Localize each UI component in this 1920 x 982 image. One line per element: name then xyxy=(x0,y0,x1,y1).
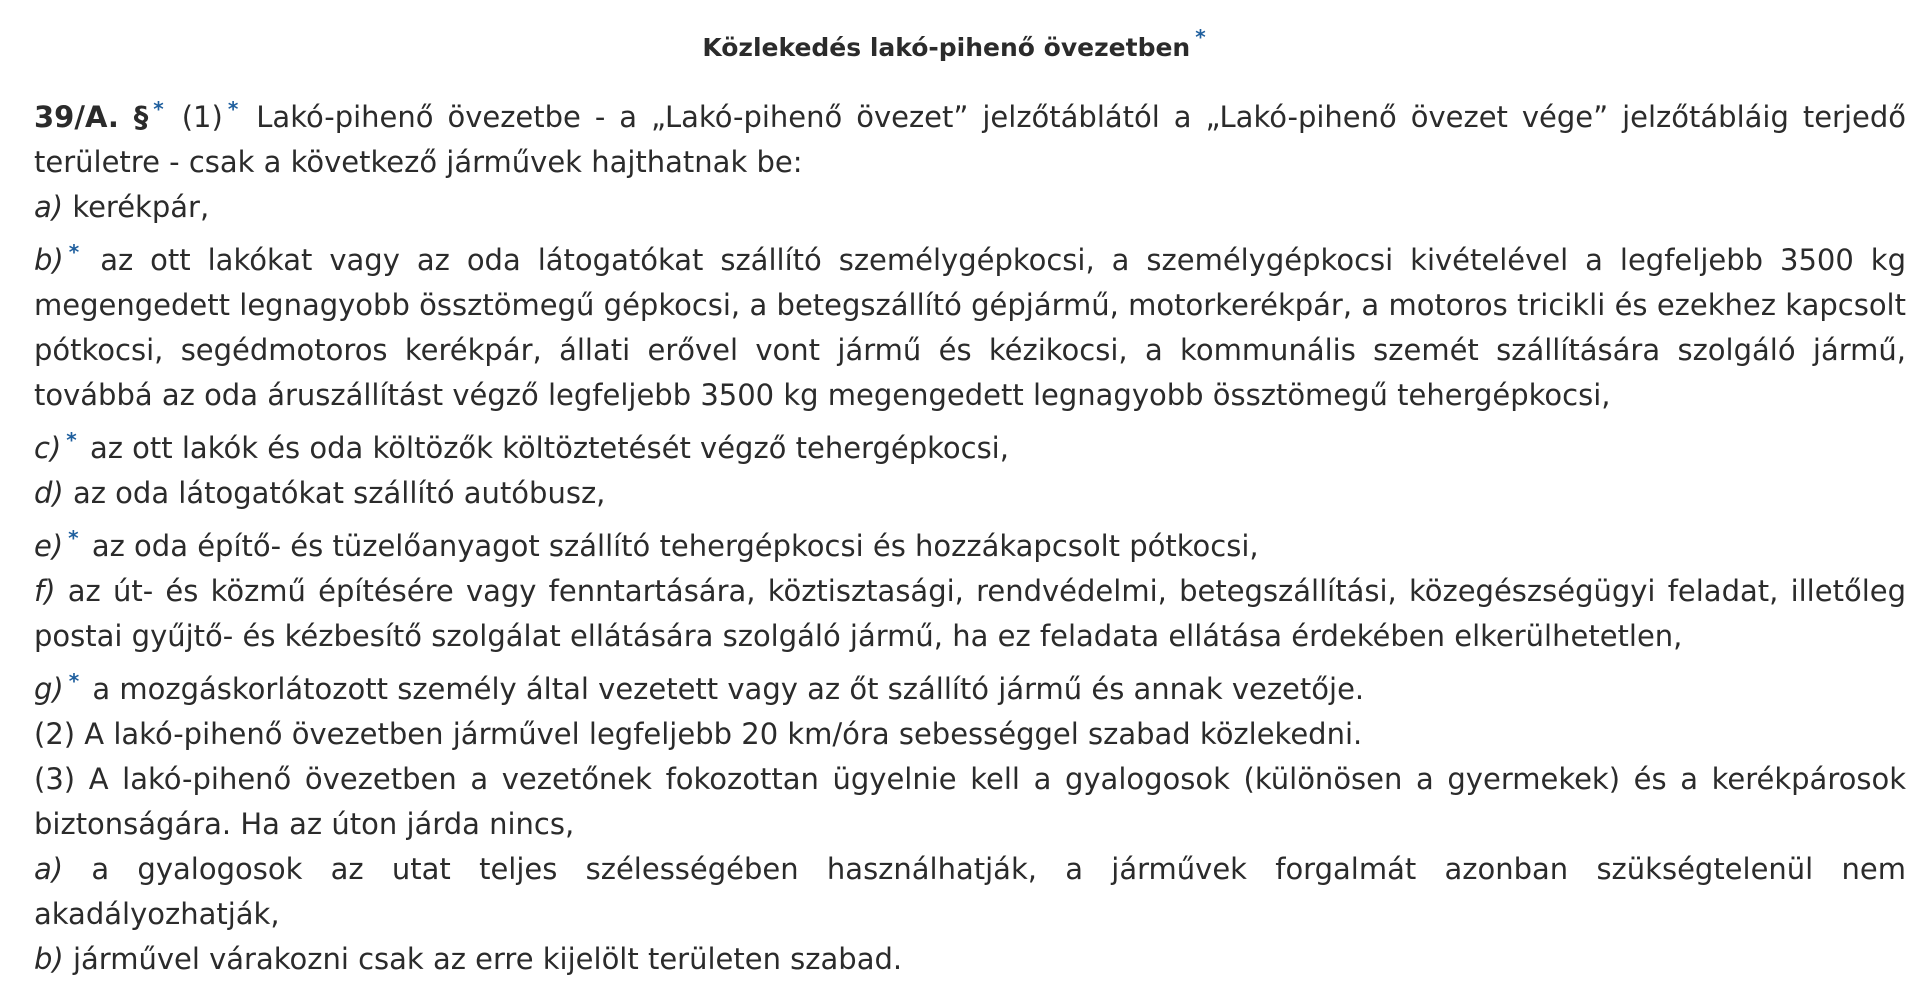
item-letter: a) xyxy=(34,190,64,224)
item-letter: c) xyxy=(34,431,62,465)
paragraph-1-number: (1) xyxy=(181,100,223,134)
section-heading xyxy=(6,0,1906,65)
list-item-a xyxy=(6,185,1906,230)
item-text: az oda építő- és tüzelőanyagot szállító tehergépkocsi és hozzákapcsolt pótkocsi, xyxy=(91,529,1259,563)
list-item-f xyxy=(6,569,1906,659)
list-item-e xyxy=(6,516,1906,569)
item-letter: d) xyxy=(34,476,64,510)
paragraph-2: (2) A lakó-pihenő övezetben járművel legfeljebb 20 km/óra sebességgel szabad közlekedni. xyxy=(34,717,1363,751)
list-item-b xyxy=(6,230,1906,418)
item-text: az út- és közmű építésére vagy fenntartására, köztisztasági, rendvédelmi, betegszállítási, közegészségügyi feladat, illetőleg postai gyűjtő- és kézbesítő szolgálat ellátására szolgáló jármű, ha ez feladata ellátása érdekében elkerülhetetlen, xyxy=(34,574,1906,653)
list-item-c xyxy=(6,418,1906,471)
item-letter: g) xyxy=(34,672,64,706)
item-text: az ott lakókat vagy az oda látogatókat szállító személygépkocsi, a személygépkocsi kivételével a legfeljebb 3500 kg megengedett legnagyobb össztömegű gépkocsi, a betegszállító gépjármű, motorkerékpár, a motoros tricikli és ezekhez kapcsolt pótkocsi, segédmotoros kerékpár, állati erővel vont jármű és kézikocsi, a kommunális szemét szállítására szolgáló jármű, továbbá az oda áruszállítást végző legfeljebb 3500 kg megengedett legnagyobb össztömegű tehergépkocsi, xyxy=(34,243,1907,412)
item-text: a gyalogosok az utat teljes szélességében használhatják, a járművek forgalmát azonban szükségtelenül nem akadályozhatják, xyxy=(34,852,1906,931)
paragraph-1 xyxy=(6,87,1906,185)
item-footnote-link[interactable]: * xyxy=(68,669,80,693)
item-letter: b) xyxy=(34,243,64,277)
list-item-3b xyxy=(6,937,1906,982)
item-text: a mozgáskorlátozott személy által vezetett vagy az őt szállító jármű és annak vezetője. xyxy=(92,672,1365,706)
section-footnote-link[interactable]: * xyxy=(153,97,164,121)
item-text: az ott lakók és oda költözők költöztetését végző tehergépkocsi, xyxy=(89,431,1009,465)
item-letter: e) xyxy=(34,529,64,563)
item-text: kerékpár, xyxy=(72,190,210,224)
paragraph-1-footnote-link[interactable]: * xyxy=(227,97,239,121)
heading-text: Közlekedés lakó-pihenő övezetben xyxy=(702,33,1191,62)
paragraph-3: (3) A lakó-pihenő övezetben a vezetőnek fokozottan ügyelnie kell a gyalogosok (különösen a gyermekek) és a kerékpárosok biztonságára. Ha az úton járda nincs, xyxy=(34,762,1906,841)
item-letter: b) xyxy=(34,942,64,976)
list-item-3a xyxy=(6,847,1906,937)
item-text: járművel várakozni csak az erre kijelölt területen szabad. xyxy=(72,942,903,976)
item-text: az oda látogatókat szállító autóbusz, xyxy=(72,476,606,510)
item-footnote-link[interactable]: * xyxy=(66,428,77,452)
item-letter: a) xyxy=(34,852,64,886)
heading-footnote-link[interactable]: * xyxy=(1195,25,1206,49)
document-body xyxy=(6,0,1906,982)
item-letter: f) xyxy=(34,574,56,608)
paragraph-1-text: Lakó-pihenő övezetbe - a „Lakó-pihenő övezet” jelzőtáblától a „Lakó-pihenő övezet vége” jelzőtábláig terjedő területre - csak a következő járművek hajthatnak be: xyxy=(34,100,1907,179)
list-item-g xyxy=(6,659,1906,712)
item-footnote-link[interactable]: * xyxy=(68,240,80,264)
list-item-d xyxy=(6,471,1906,516)
item-footnote-link[interactable]: * xyxy=(68,526,79,550)
section-number: 39/A. § xyxy=(34,100,149,134)
